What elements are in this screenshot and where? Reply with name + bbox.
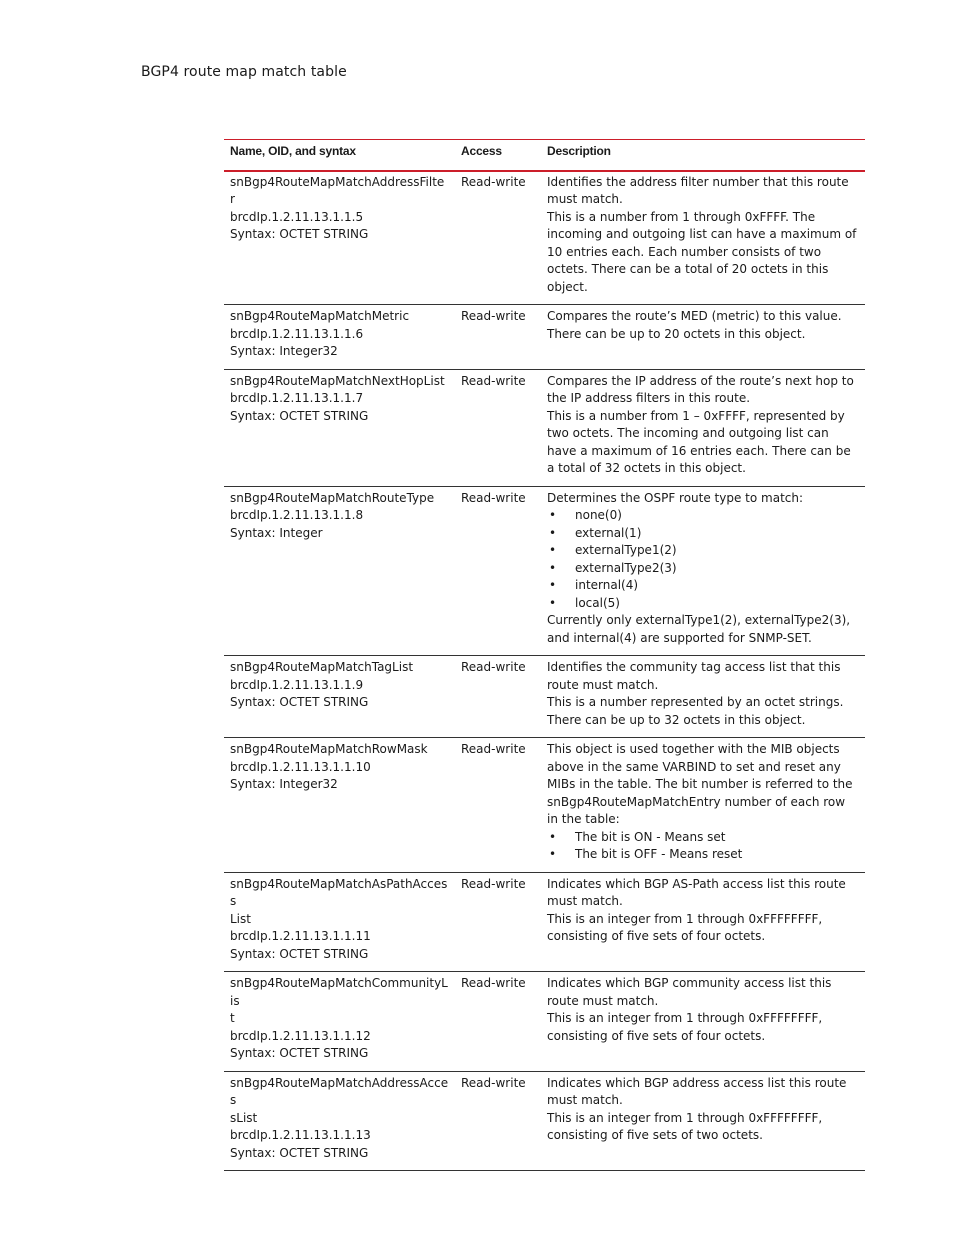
description-paragraph: Compares the IP address of the route’s next hop to the IP address filters in this route. xyxy=(547,373,854,405)
cell-name-oid-syntax xyxy=(224,656,455,738)
name-line: snBgp4RouteMapMatchMetric xyxy=(230,309,410,323)
table-row xyxy=(224,738,865,873)
name-line: Syntax: OCTET STRING xyxy=(230,408,369,423)
name-line: sList xyxy=(230,1110,258,1125)
bullet-icon: • xyxy=(549,525,557,540)
table-row xyxy=(224,1071,865,1171)
name-line: t xyxy=(230,1011,235,1025)
name-line: brcdIp.1.2.11.13.1.1.11 xyxy=(230,929,371,943)
name-line: Syntax: OCTET STRING xyxy=(230,695,369,709)
cell-name-oid-syntax xyxy=(224,369,455,486)
description-paragraph: Indicates which BGP AS-Path access list this route must match. xyxy=(547,876,846,908)
bullet-text: none(0) xyxy=(575,508,622,522)
cell-access: Read-write xyxy=(455,369,541,486)
table-row xyxy=(224,171,865,305)
cell-access: Read-write xyxy=(455,656,541,738)
name-line: snBgp4RouteMapMatchTagList xyxy=(230,660,414,674)
name-line: brcdIp.1.2.11.13.1.1.6 xyxy=(230,326,364,341)
name-line: Syntax: Integer xyxy=(230,525,323,540)
column-header-description: Description xyxy=(541,140,865,171)
bullet-text: externalType1(2) xyxy=(575,543,677,557)
bullet-text: external(1) xyxy=(575,525,642,540)
name-line: List xyxy=(230,911,251,926)
table-header-row xyxy=(224,140,865,171)
cell-access: Read-write xyxy=(455,872,541,972)
name-line: snBgp4RouteMapMatchRouteType xyxy=(230,490,435,505)
cell-name-oid-syntax xyxy=(224,738,455,873)
cell-description xyxy=(541,369,865,486)
bullet-icon: • xyxy=(549,595,557,610)
table-row xyxy=(224,656,865,738)
bullet-text: The bit is ON - Means set xyxy=(575,829,726,844)
cell-access: Read-write xyxy=(455,171,541,305)
cell-description xyxy=(541,872,865,972)
bullet-text: externalType2(3) xyxy=(575,560,677,575)
cell-description xyxy=(541,656,865,738)
name-line: Syntax: OCTET STRING xyxy=(230,227,369,241)
name-line: Syntax: OCTET STRING xyxy=(230,1145,369,1160)
bullet-item xyxy=(547,577,859,595)
description-paragraph: This is a number represented by an octet strings. There can be up to 32 octets in this object. xyxy=(547,695,844,727)
name-line: brcdIp.1.2.11.13.1.1.13 xyxy=(230,1128,371,1142)
table-row xyxy=(224,972,865,1072)
cell-description xyxy=(541,738,865,873)
name-line: brcdIp.1.2.11.13.1.1.8 xyxy=(230,508,364,522)
description-paragraph: Indicates which BGP address access list this route must match. xyxy=(547,1075,847,1107)
name-line: brcdIp.1.2.11.13.1.1.9 xyxy=(230,677,364,692)
description-paragraph: Identifies the address filter number that this route must match. xyxy=(547,174,849,206)
name-line: Syntax: OCTET STRING xyxy=(230,1046,369,1060)
name-line: Syntax: Integer32 xyxy=(230,344,338,358)
cell-name-oid-syntax xyxy=(224,305,455,370)
bullet-icon: • xyxy=(549,847,557,861)
cell-description xyxy=(541,486,865,656)
bullet-icon: • xyxy=(549,560,557,575)
description-paragraph: Indicates which BGP community access list this route must match. xyxy=(547,976,832,1008)
bullet-icon: • xyxy=(549,543,557,557)
bullet-item xyxy=(547,560,859,578)
bullet-text: local(5) xyxy=(575,595,620,610)
cell-access: Read-write xyxy=(455,738,541,873)
name-line: snBgp4RouteMapMatchCommunityLis xyxy=(230,976,448,1008)
bullet-item xyxy=(547,846,859,864)
name-line: brcdIp.1.2.11.13.1.1.7 xyxy=(230,391,364,405)
name-line: brcdIp.1.2.11.13.1.1.12 xyxy=(230,1028,371,1043)
cell-description xyxy=(541,1071,865,1171)
cell-description xyxy=(541,972,865,1072)
name-line: snBgp4RouteMapMatchNextHopList xyxy=(230,373,445,388)
cell-name-oid-syntax xyxy=(224,1071,455,1171)
bullet-icon: • xyxy=(549,829,557,844)
description-paragraph: This is an integer from 1 through 0xFFFFFFFF, consisting of five sets of four octets. xyxy=(547,911,823,943)
table-row xyxy=(224,305,865,370)
cell-access: Read-write xyxy=(455,972,541,1072)
page-header-title: BGP4 route map match table xyxy=(141,64,347,80)
cell-description xyxy=(541,305,865,370)
bullet-list xyxy=(547,829,859,864)
bullet-text: internal(4) xyxy=(575,578,639,592)
name-line: Syntax: OCTET STRING xyxy=(230,946,369,961)
column-header-access: Access xyxy=(455,140,541,171)
cell-access: Read-write xyxy=(455,1071,541,1171)
description-paragraph: This is a number from 1 – 0xFFFF, represented by two octets. The incoming and outgoing list can have a maximum of 16 entries each. There can be a total of 32 octets in this object. xyxy=(547,408,851,475)
table-row xyxy=(224,872,865,972)
bullet-item xyxy=(547,595,859,613)
description-paragraph: Currently only externalType1(2), externalType2(3), and internal(4) are supported for SNMP-SET. xyxy=(547,613,851,645)
description-paragraph: Determines the OSPF route type to match: xyxy=(547,490,804,505)
name-line: snBgp4RouteMapMatchRowMask xyxy=(230,742,428,756)
cell-name-oid-syntax xyxy=(224,872,455,972)
description-paragraph: This object is used together with the MIB objects above in the same VARBIND to set and reset any MIBs in the table. The bit number is referred to the snBgp4RouteMapMatchEntry number of each row in the table: xyxy=(547,742,853,826)
cell-name-oid-syntax xyxy=(224,486,455,656)
bullet-list xyxy=(547,507,859,612)
table-row xyxy=(224,486,865,656)
description-paragraph: Compares the route’s MED (metric) to this value. There can be up to 20 octets in this object. xyxy=(547,309,842,341)
name-line: snBgp4RouteMapMatchAsPathAccess xyxy=(230,876,448,908)
description-paragraph: This is a number from 1 through 0xFFFF. The incoming and outgoing list can have a maximum of 10 entries each. Each number consists of two octets. There can be a total of 20 octets in this object. xyxy=(547,209,857,294)
bullet-item xyxy=(547,507,859,525)
bullet-icon: • xyxy=(549,578,557,592)
description-paragraph: This is an integer from 1 through 0xFFFFFFFF, consisting of five sets of four octets. xyxy=(547,1011,823,1043)
bullet-item xyxy=(547,829,859,847)
cell-access: Read-write xyxy=(455,486,541,656)
cell-name-oid-syntax xyxy=(224,972,455,1072)
cell-access: Read-write xyxy=(455,305,541,370)
bullet-text: The bit is OFF - Means reset xyxy=(575,847,743,861)
name-line: snBgp4RouteMapMatchAddressAcces xyxy=(230,1075,449,1107)
cell-name-oid-syntax xyxy=(224,171,455,305)
name-line: snBgp4RouteMapMatchAddressFilter xyxy=(230,174,445,206)
table-row xyxy=(224,369,865,486)
table-header xyxy=(224,140,865,171)
name-line: brcdIp.1.2.11.13.1.1.5 xyxy=(230,209,364,224)
cell-description xyxy=(541,171,865,305)
bullet-item xyxy=(547,525,859,543)
name-line: Syntax: Integer32 xyxy=(230,777,338,791)
column-header-name: Name, OID, and syntax xyxy=(224,140,455,171)
description-paragraph: This is an integer from 1 through 0xFFFFFFFF, consisting of five sets of two octets. xyxy=(547,1110,823,1142)
name-line: brcdIp.1.2.11.13.1.1.10 xyxy=(230,759,371,774)
bullet-item xyxy=(547,542,859,560)
bullet-icon: • xyxy=(549,508,557,522)
table-body xyxy=(224,171,865,1171)
description-paragraph: Identifies the community tag access list that this route must match. xyxy=(547,660,841,692)
mib-object-table xyxy=(224,139,865,1171)
